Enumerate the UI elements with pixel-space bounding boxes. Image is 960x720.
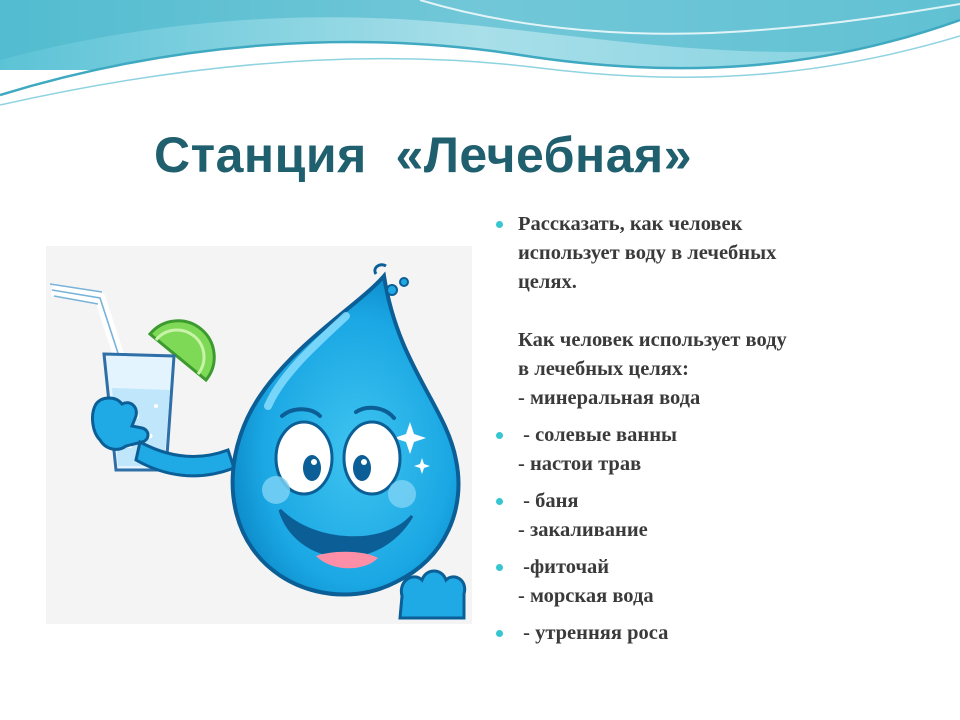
bullet-text-line: - утренняя роса [518, 622, 669, 644]
bullet-item [494, 487, 934, 545]
bullet-dot-icon [496, 564, 503, 571]
bullet-text-line: - минеральная вода [518, 387, 701, 409]
bullet-text-line: - баня [518, 490, 579, 512]
bullet-text-line: целях. [518, 271, 577, 293]
bullet-text-line: в лечебных целях: [518, 358, 689, 380]
bullet-dot-icon [496, 432, 503, 439]
bullet-text-line: Рассказать, как человек [518, 213, 743, 235]
slide-title: Станция «Лечебная» [154, 127, 693, 183]
bullet-text-line: - морская вода [518, 585, 654, 607]
bullet-text-line: - настои трав [518, 453, 642, 475]
bullet-item [494, 421, 934, 479]
bullet-dot-icon [496, 630, 503, 637]
bullet-text-line: - закаливание [518, 519, 648, 541]
bullet-dot-icon [496, 221, 503, 228]
bullet-item [494, 553, 934, 611]
bullet-text-line: - солевые ванны [518, 424, 678, 446]
water-drop-mascot-illustration [46, 246, 472, 624]
header-wave-decoration [0, 0, 960, 130]
bullet-list [494, 210, 934, 648]
bullet-item [494, 210, 934, 413]
bullet-text-line: Как человек использует воду [518, 329, 787, 351]
bullet-item [494, 619, 934, 648]
bullet-text-line: использует воду в лечебных [518, 242, 777, 264]
bullet-text-line: -фиточай [518, 556, 610, 578]
bullet-dot-icon [496, 498, 503, 505]
paragraph-gap [518, 297, 934, 326]
